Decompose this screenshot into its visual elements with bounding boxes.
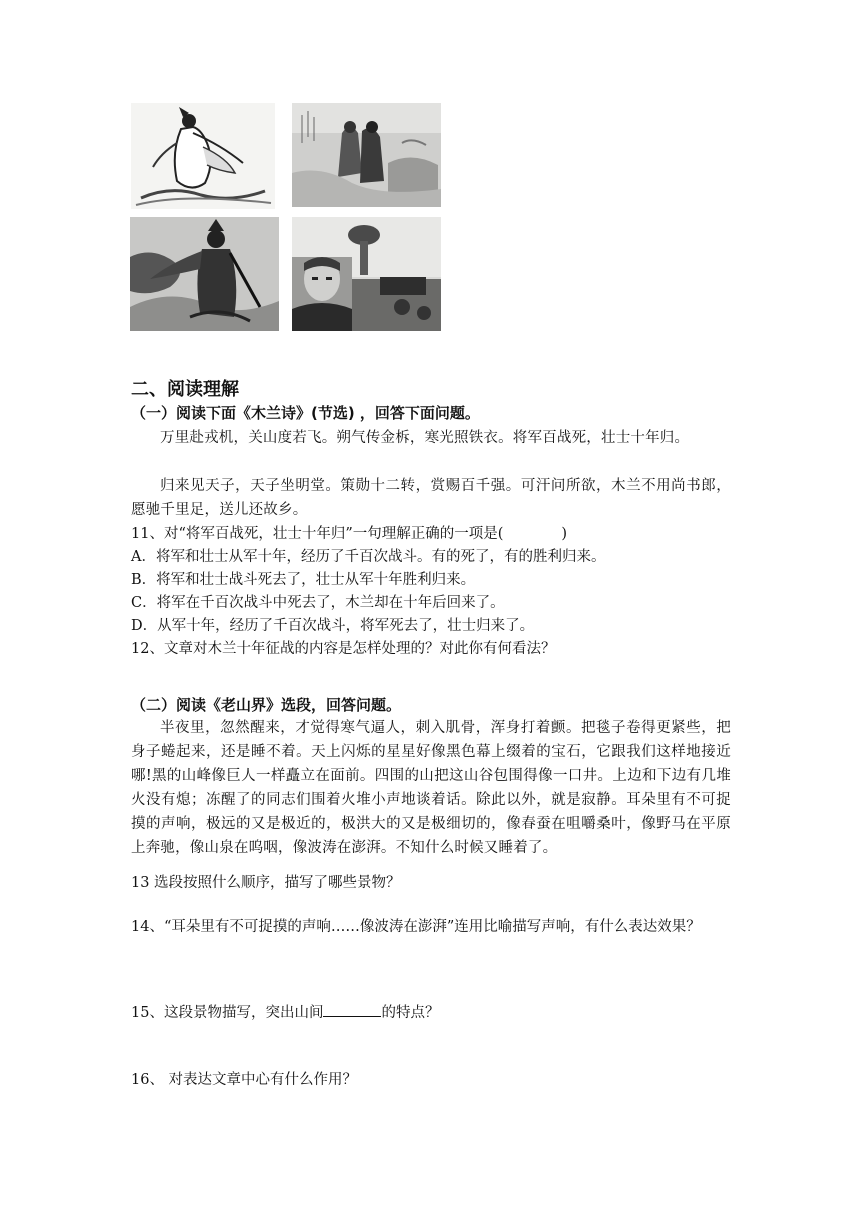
question-12: 12、文章对木兰十年征战的内容是怎样处理的？对此你有何看法？ bbox=[131, 641, 556, 657]
ink-painting-figures-icon bbox=[292, 103, 441, 207]
scientist-photo-icon bbox=[292, 217, 441, 331]
question-11-option-b: B．将军和壮士战斗死去了，壮士从军十年胜利归来。 bbox=[131, 572, 476, 588]
part1-poem-paragraph-1: 万里赴戎机，关山度若飞。朔气传金柝，寒光照铁衣。将军百战死，壮士十年归。 bbox=[160, 430, 690, 446]
question-15-suffix: 的特点？ bbox=[381, 1005, 440, 1021]
part1-poem-paragraph-2: 归来见天子，天子坐明堂。策勋十二转，赏赐百千强。可汗问所欲，木兰不用尚书郎，愿驰千里足，送儿还故乡。 bbox=[131, 478, 731, 518]
question-11-option-c: C．将军在千百次战斗中死去了，木兰却在十年后回来了。 bbox=[131, 595, 505, 611]
question-16: 16、 对表达文章中心有什么作用？ bbox=[131, 1072, 358, 1088]
question-11: 11、对“将军百战死，壮士十年归”一句理解正确的一项是( ) bbox=[131, 526, 568, 542]
question-15 bbox=[131, 1001, 731, 1025]
part2-heading: （二）阅读《老山界》选段，回答问题。 bbox=[131, 696, 402, 714]
answer-blank[interactable] bbox=[323, 1002, 381, 1017]
question-13: 13 选段按照什么顺序，描写了哪些景物？ bbox=[131, 875, 401, 891]
question-14: 14、“耳朵里有不可捉摸的声响……像波涛在澎湃”连用比喻描写声响，有什么表达效果？ bbox=[131, 919, 701, 935]
section-title: 二、阅读理解 bbox=[131, 379, 239, 400]
part1-heading: （一）阅读下面《木兰诗》(节选) ，回答下面问题。 bbox=[131, 404, 480, 422]
ink-painting-warrior-icon bbox=[130, 217, 279, 331]
ink-painting-scholar-icon bbox=[131, 103, 275, 209]
part2-passage: 半夜里，忽然醒来，才觉得寒气逼人，刺入肌骨，浑身打着颤。把毯子卷得更紧些，把身子蜷起来，还是睡不着。天上闪烁的星星好像黑色幕上缀着的宝石，它跟我们这样地接近哪!黑的山峰像巨人一样矗立在面前。四围的山把这山谷包围得像一口井。上边和下边有几堆火没有熄；冻醒了的同志们围着火堆小声地谈着话。除此以外，就是寂静。耳朵里有不可捉摸的声响，极远的又是极近的，极洪大的又是极细切的，像春蚕在咀嚼桑叶，像野马在平原上奔驰，像山泉在呜咽，像波涛在澎湃。不知什么时候又睡着了。 bbox=[131, 720, 731, 856]
question-11-option-d: D．从军十年，经历了千百次战斗，将军死去了，壮士归来了。 bbox=[131, 618, 535, 634]
question-15-prefix: 15、这段景物描写，突出山间 bbox=[131, 1005, 324, 1021]
question-11-option-a: A．将军和壮士从军十年，经历了千百次战斗。有的死了，有的胜利归来。 bbox=[131, 549, 606, 565]
